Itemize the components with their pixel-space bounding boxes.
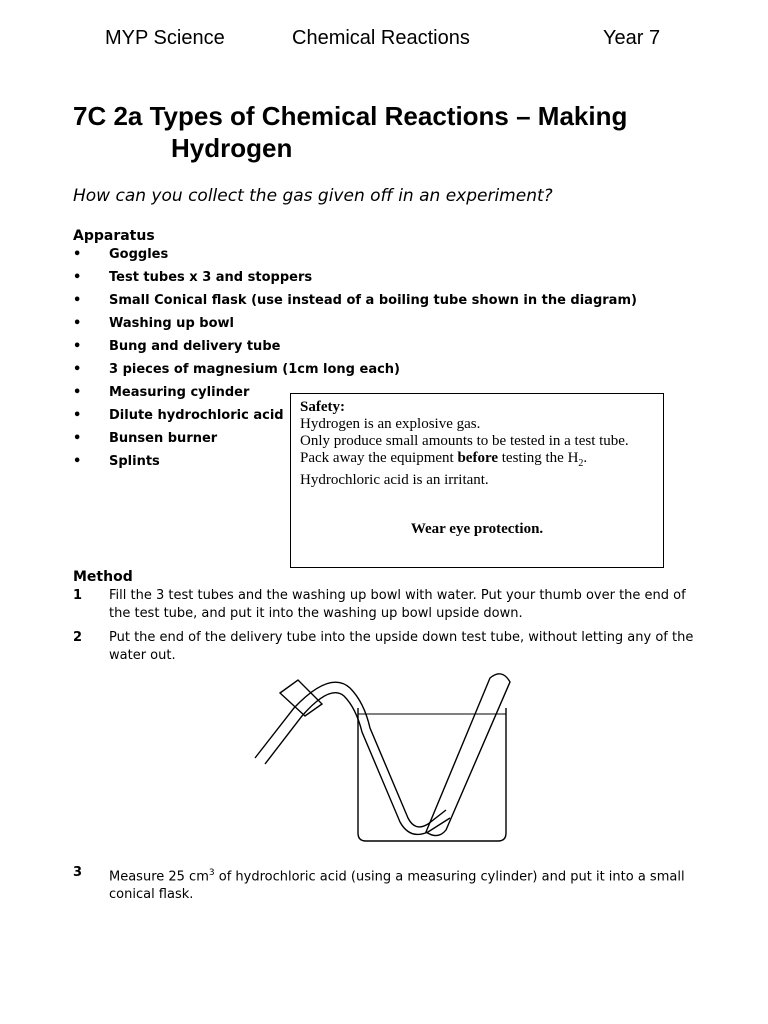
safety-line: Only produce small amounts to be tested in a test tube. xyxy=(300,433,629,449)
header-course: MYP Science xyxy=(105,27,225,49)
safety-line: Hydrogen is an explosive gas. xyxy=(300,416,481,432)
bullet-icon: • xyxy=(73,270,82,285)
page-title xyxy=(73,100,627,164)
safety-line: Hydrochloric acid is an irritant. xyxy=(300,472,489,488)
page-title-line2: Hydrogen xyxy=(171,133,293,163)
gas-collection-diagram xyxy=(250,668,520,848)
test-tube xyxy=(426,674,510,836)
step-number: 3 xyxy=(73,865,83,880)
bullet-icon: • xyxy=(73,362,82,377)
page-title-line1: 7C 2a Types of Chemical Reactions – Making xyxy=(73,101,628,131)
step-text: Measure 25 $cm^3$ of hydrochloric acid (using a measuring cylinder) and put it into a small conical flask. xyxy=(109,868,685,903)
bullet-icon: • xyxy=(73,247,82,262)
research-question: How can you collect the gas given off in an experiment? xyxy=(73,186,553,206)
header-year: Year 7 xyxy=(603,27,661,49)
bullet-icon: • xyxy=(73,431,82,446)
safety-line: Pack away the equipment before testing the $H_2$. xyxy=(300,450,588,469)
bullet-icon: • xyxy=(73,408,82,423)
bullet-icon: • xyxy=(73,293,82,308)
bullet-icon: • xyxy=(73,385,82,400)
bung xyxy=(280,680,322,716)
method-heading: Method xyxy=(73,569,133,585)
step-text: Put the end of the delivery tube into the upside down test tube, without letting any of the water out. xyxy=(109,630,694,663)
header-topic: Chemical Reactions xyxy=(292,27,470,49)
bullet-icon: • xyxy=(73,316,82,331)
step-text: Fill the 3 test tubes and the washing up bowl with water. Put your thumb over the end of the test tube, and put it into the washing up bowl upside down. xyxy=(109,588,686,621)
bullet-icon: • xyxy=(73,454,82,469)
safety-heading: Safety: xyxy=(300,399,345,415)
step-number: 1 xyxy=(73,588,83,603)
safety-eye-protection: Wear eye protection. xyxy=(410,521,544,537)
step-number: 2 xyxy=(73,630,83,645)
apparatus-heading: Apparatus xyxy=(73,228,155,244)
safety-box xyxy=(290,393,664,568)
bullet-icon: • xyxy=(73,339,82,354)
